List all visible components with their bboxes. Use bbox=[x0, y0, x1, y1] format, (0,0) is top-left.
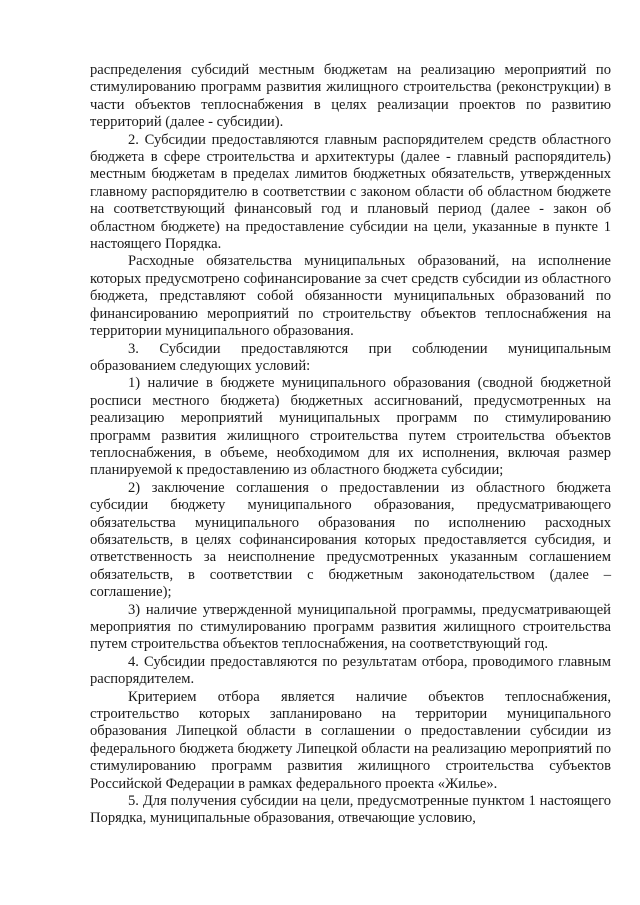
document-body bbox=[90, 62, 611, 828]
paragraph-condition-1: 1) наличие в бюджете муниципального образования (сводной бюджетной росписи местного бюджета) бюджетных ассигнований, предусмотренных на реализацию мероприятий муниципальных программ по стимулированию программ развития жилищного строительства путем строительства объектов теплоснабжения, в объеме, необходимом для их исполнения, включая размер планируемой к предоставлению из областного бюджета субсидии; bbox=[90, 375, 611, 479]
paragraph-condition-2: 2) заключение соглашения о предоставлении из областного бюджета субсидии бюджету муниципального образования, предусматривающего обязательства муниципального образования по исполнению расходных обязательств, в целях софинансирования которых предоставляется субсидия, и ответственность за неисполнение предусмотренных указанным соглашением обязательств, в соответствии с бюджетным законодательством (далее – соглашение); bbox=[90, 479, 611, 601]
paragraph-selection-criterion: Критерием отбора является наличие объектов теплоснабжения, строительство которых запланировано на территории муниципального образования Липецкой области в соглашении о предоставлении субсидии из федерального бюджета бюджету Липецкой области на реализацию мероприятий по стимулированию программ развития жилищного строительства субъектов Российской Федерации в рамках федерального проекта «Жилье». bbox=[90, 688, 611, 792]
paragraph-expense-obligations: Расходные обязательства муниципальных образований, на исполнение которых предусмотрено софинансирование за счет средств субсидии из областного бюджета, представляют собой обязанности муниципальных образований по финансированию мероприятий по строительству объектов теплоснабжения на территории муниципального образования. bbox=[90, 253, 611, 340]
paragraph-item-5: 5. Для получения субсидии на цели, предусмотренные пунктом 1 настоящего Порядка, муниципальные образования, отвечающие условию, bbox=[90, 793, 611, 827]
paragraph-item-2: 2. Субсидии предоставляются главным распорядителем средств областного бюджета в сфере строительства и архитектуры (далее - главный распорядитель) местным бюджетам в пределах лимитов бюджетных обязательств, утвержденных главному распорядителю в соответствии с законом области об областном бюджете на соответствующий финансовый год и плановый период (далее - закон об областном бюджете) на предоставление субсидии на цели, указанные в пункте 1 настоящего Порядка. bbox=[90, 131, 611, 253]
paragraph-item-3: 3. Субсидии предоставляются при соблюдении муниципальным образованием следующих условий: bbox=[90, 340, 611, 374]
paragraph-condition-3: 3) наличие утвержденной муниципальной программы, предусматривающей мероприятия по стимулированию программ развития жилищного строительства путем строительства объектов теплоснабжения, на соответствующий год. bbox=[90, 601, 611, 653]
paragraph-subsidy-purpose: распределения субсидий местным бюджетам на реализацию мероприятий по стимулированию программ развития жилищного строительства (реконструкции) в части объектов теплоснабжения в целях реализации проектов по развитию территорий (далее - субсидии). bbox=[90, 62, 611, 131]
paragraph-item-4: 4. Субсидии предоставляются по результатам отбора, проводимого главным распорядителем. bbox=[90, 653, 611, 688]
